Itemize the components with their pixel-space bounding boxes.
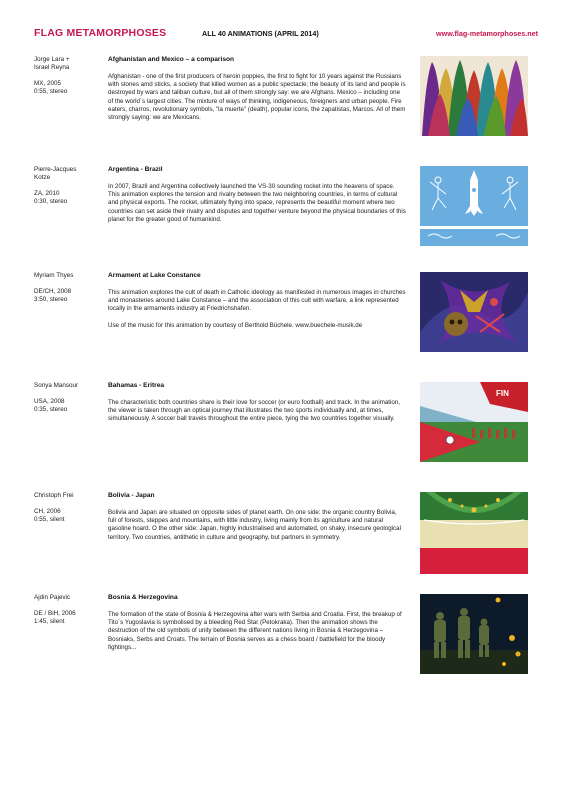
brand-title: FLAG METAMORPHOSES <box>34 27 167 39</box>
website-link[interactable]: www.flag-metamorphoses.net <box>436 29 538 38</box>
origin-year: MX, 2005 <box>34 80 61 87</box>
rocket-between-dancers-icon <box>420 166 528 246</box>
origin-year: USA, 2008 <box>34 398 65 405</box>
entry-meta <box>34 382 102 414</box>
author-name: Ajdin Pajevic <box>34 594 71 601</box>
entry-title: Armament at Lake Constance <box>108 272 201 279</box>
description-paragraph: Bolivia and Japan are situated on opposite sides of planet earth. On one side: the organic country Bolivia, full of forests, steppes and mountains, with little industry, living mainly from its agriculture and natural gasoline hoard. O the other side: Japan, highly industrialised and automated, on shaky, insecure geological territory. Two countries, antithetic in culture and geography, but partners in symmetry. <box>108 509 401 541</box>
thumbnail-image <box>420 166 528 246</box>
crowd-of-veiled-figures-icon <box>420 56 528 136</box>
duration: 0:30, stereo <box>34 198 68 205</box>
thumbnail-image <box>420 594 528 674</box>
origin-year: ZA, 2010 <box>34 190 60 197</box>
entry-meta <box>34 594 102 626</box>
description-paragraph: Afghanistan - one of the first producers of heroin poppies, the first to fight for 10 years against the Russians with stones amd sticks, a society that killed women as a public spectacle; the beauty of its land and people is destroyed by wars and taliban culture, but all of them strongly say: we are Afghans. Mexico – including one of the world´s largest cities. The mixture of ways of thinking, indigeneous, foreigners and urban people. Fire eaters, charros, revolutionary symbols, "la muerte" (death), popular icons, the zapatistas, Marcos. All of them strongly saying: we are Mexicans. <box>108 73 406 122</box>
duration: 0:55, silent <box>34 516 65 523</box>
author-name: Sonya Mansour <box>34 382 79 389</box>
entry-description <box>108 509 406 550</box>
thumbnail-image <box>420 56 528 136</box>
entry-meta <box>34 272 102 304</box>
entry-description <box>108 399 406 432</box>
origin-year: CH, 2006 <box>34 508 61 515</box>
entry-meta <box>34 166 102 206</box>
skull-and-ornament-icon <box>420 272 528 352</box>
entry-description <box>108 611 406 660</box>
thumbnail-image <box>420 382 528 462</box>
page-subtitle: ALL 40 ANIMATIONS (APRIL 2014) <box>202 29 319 38</box>
entry-title: Bosnia & Herzegovina <box>108 594 178 601</box>
duration: 0:35, stereo <box>34 406 68 413</box>
thumbnail-image <box>420 492 528 574</box>
author-name: Christoph Frei <box>34 492 74 499</box>
duration: 0:55, stereo <box>34 88 68 95</box>
thumbnail-image <box>420 272 528 352</box>
origin-year: DE/CH, 2008 <box>34 288 72 295</box>
entry-title: Bahamas - Eritrea <box>108 382 165 389</box>
green-dome-over-stripes-icon <box>420 492 528 574</box>
entry-meta <box>34 56 102 96</box>
duration: 3:50, stereo <box>34 296 68 303</box>
description-paragraph: The formation of the state of Bosnia & Herzegovina after wars with Serbia and Croatia. First, the breakup of Tito´s Yugoslavia is symbolised by a bleeding Red Star (Petokraka). Then the animation shows the destruction of the old symbols of unity between the different nations living in Bosnia & Herzegovina – Bosniaks, Serbs and Croats. The terrain of Bosnia serves as a chess board / battlefield for the bloody fightings... <box>108 611 402 651</box>
page-header <box>34 27 538 41</box>
description-paragraph: This animation explores the cult of death in Catholic ideology as manifested in numerous images in churches and monasteries around Lake Constance – and the association of this cult with warfare, a link represented locally in the armaments industry at Friedrichshafen. <box>108 289 406 313</box>
entry-title: Bolivia - Japan <box>108 492 155 499</box>
author-name: Pierre-Jacques <box>34 166 77 173</box>
stadium-with-fin-banner-icon <box>420 382 528 462</box>
description-paragraph: The characteristic both countries share is their love for soccer (or euro football) and track. In the animation, the viewer is taken through an optical journey that illustrates the two sports individually and, at times, simultaneously. A soccer ball travels throughout the entire piece, tying the two countries together visually. <box>108 399 400 423</box>
entry-title: Argentina - Brazil <box>108 166 163 173</box>
author-name: Israel Reyna <box>34 64 70 71</box>
entry-description <box>108 289 406 338</box>
soldiers-at-night-icon <box>420 594 528 674</box>
entry-description <box>108 73 406 130</box>
entry-title: Afghanistan and Mexico – a comparison <box>108 56 235 63</box>
entry-description <box>108 183 406 232</box>
description-paragraph: In 2007, Brazil and Argentina collectively launched the VS-30 sounding rocket into the heavens of space. This animation explores the tension and rivalry between the two neighboring countries, in terms of cultural and physical exports. The rocket, ultimately flying into space, represents the beautiful moment where two countries can set aside their rivalry and disputes and together venture beyond the physical boundaries of this planet for the greater good of humankind. <box>108 183 406 223</box>
origin-year: DE / BiH, 2006 <box>34 610 76 617</box>
banner-text: FIN <box>496 389 509 398</box>
duration: 1:45, silent <box>34 618 65 625</box>
entry-meta <box>34 492 102 524</box>
author-name: Kotze <box>34 174 51 181</box>
author-name: Jorge Lara + <box>34 56 70 63</box>
author-name: Myriam Thyes <box>34 272 74 279</box>
description-paragraph: Use of the music for this animation by courtesy of Berthold Büchele. www.buechele-musik.de <box>108 321 363 329</box>
